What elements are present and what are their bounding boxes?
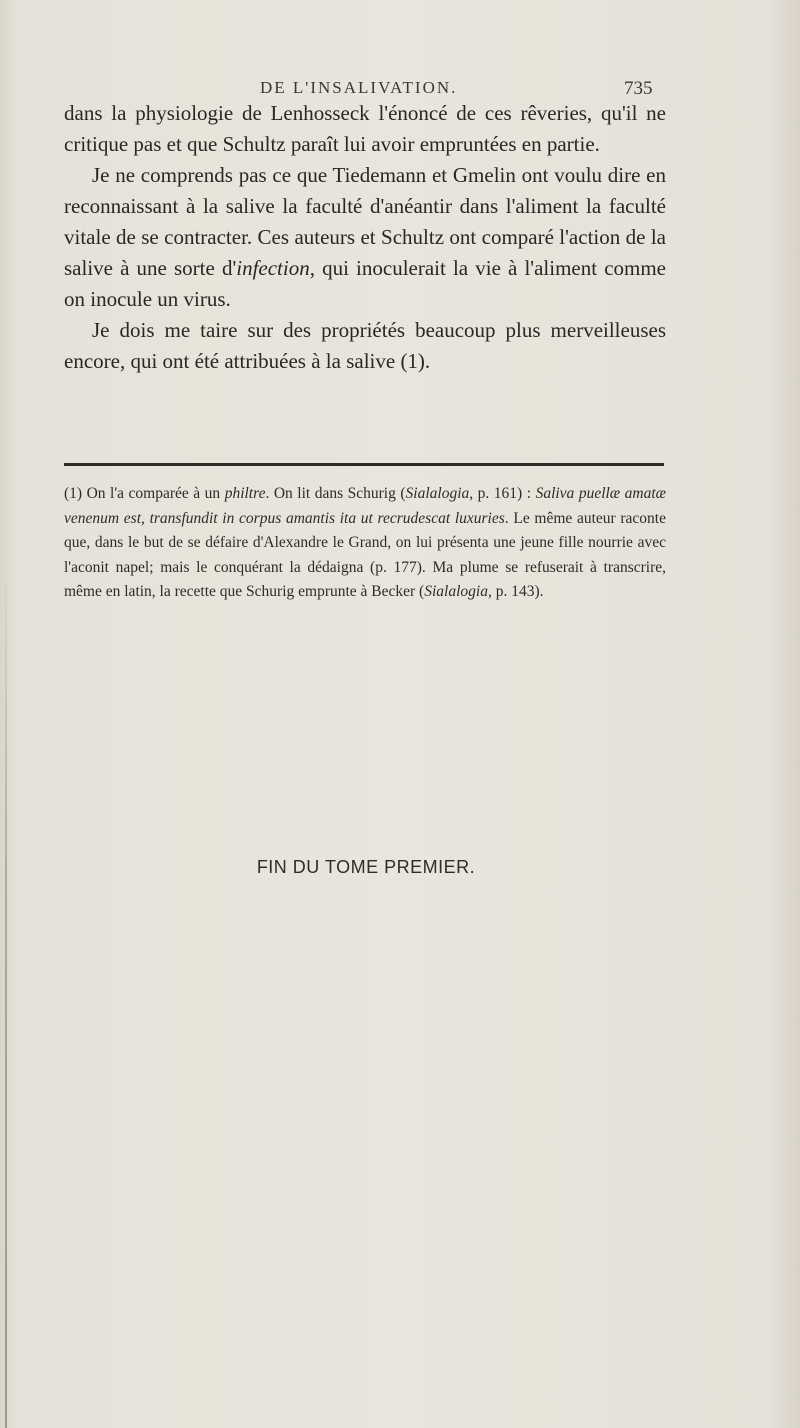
footnote-italic-1: philtre <box>224 485 266 502</box>
footnote <box>64 482 666 605</box>
footnote-text-2: . On lit dans Schurig ( <box>265 485 406 502</box>
footnote-text-1: (1) On l'a comparée à un <box>64 485 225 502</box>
end-of-volume-note: FIN DU TOME PREMIER. <box>256 857 476 877</box>
footnote-italic-2: Sialalogia <box>405 485 470 502</box>
footnote-text-5: , p. 143). <box>487 583 544 600</box>
footnote-separator-rule <box>64 463 664 466</box>
paragraph-2 <box>64 160 666 315</box>
running-head: DE L'INSALIVATION. <box>260 78 458 97</box>
footnote-text-4: . Le même auteur raconte que, dans le but de se défaire d'Alexandre le Grand, on lui présenta une jeune fille nourrie avec l'aconit napel; mais le conquérant la dédaigna (p. 177). Ma plume se refuserait à transcrire, même en latin, la recette que Schurig emprunte à Becker ( <box>64 509 666 600</box>
page-number: 735 <box>624 78 653 99</box>
paragraph-1: dans la physiologie de Lenhosseck l'énoncé de ces rêveries, qu'il ne critique pas et que Schultz paraît lui avoir empruntées en partie. <box>64 101 666 156</box>
footnote-italic-3: Saliva puellæ amatæ venenum est, transfundit in corpus amantis ita ut recrudescat luxuries <box>64 485 666 527</box>
footnote-text-3: , p. 161) : <box>469 485 536 502</box>
paragraph-2-text-a: Je ne comprends pas ce que Tiedemann et Gmelin ont voulu dire en reconnaissant à la salive la faculté d'anéantir dans l'aliment la faculté vitale de se contracter. Ces auteurs et Schultz ont comparé l'action de la salive à une sorte d' <box>64 163 666 280</box>
paragraph-2-italic: infection <box>236 256 310 280</box>
paragraph-3: Je dois me taire sur des propriétés beaucoup plus merveilleuses encore, qui ont été attribuées à la salive (1). <box>64 318 666 373</box>
main-text <box>64 98 666 377</box>
footnote-italic-4: Sialalogia <box>424 583 488 600</box>
paragraph-2-text-b: , qui inoculerait la vie à l'aliment comme on inocule un virus. <box>64 256 667 311</box>
page-edge-shadow <box>5 560 7 1428</box>
